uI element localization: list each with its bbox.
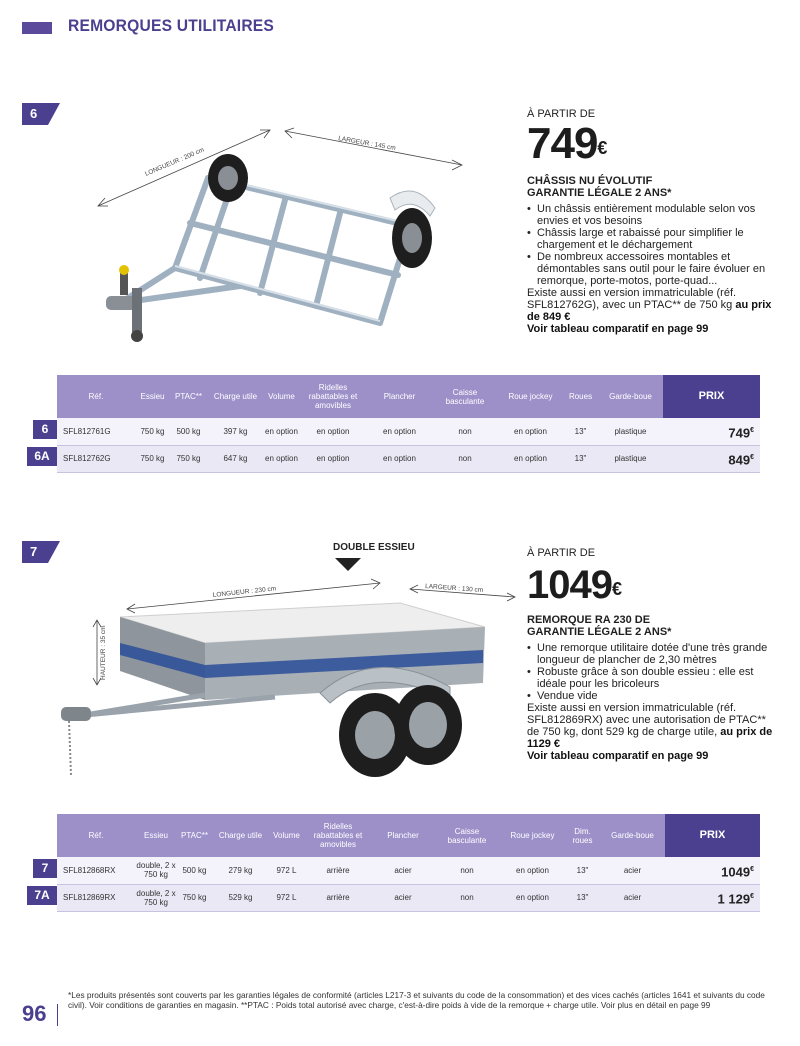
col-header: Roue jockey [500, 814, 565, 857]
product-6-description [527, 175, 777, 335]
col-header: Plancher [372, 814, 434, 857]
col-header: Charge utile [212, 814, 269, 857]
row-tag-7: 7 [33, 859, 57, 878]
chassis-width-label: LARGEUR : 145 cm [337, 135, 397, 153]
table-row: SFL812868RX double, 2 x 750 kg 500 kg 279 kg 972 L arrière acier non en option 13" acier 1049€ [57, 857, 760, 884]
product-title-line: CHÂSSIS NU ÉVOLUTIF [527, 175, 653, 187]
ra230-length-label: LONGUEUR : 230 cm [212, 585, 277, 599]
page-title: REMORQUES UTILITAIRES [68, 16, 275, 35]
col-header: PTAC** [170, 375, 207, 418]
product-guarantee-line: GARANTIE LÉGALE 2 ANS* [527, 187, 672, 199]
double-axle-badge: DOUBLE ESSIEU [333, 542, 415, 553]
from-label-6: À PARTIR DE [527, 108, 596, 120]
feature-item: • Une remorque utilitaire dotée d'une très grande longueur de plancher de 2,30 mètres [527, 642, 777, 666]
price-7: 1049€ [527, 563, 622, 607]
product-tag-6: 6 [22, 103, 48, 125]
col-header: Garde-boue [600, 814, 665, 857]
table-row: SFL812762G 750 kg 750 kg 647 kg en option en option en option non en option 13" plastique 849€ [57, 445, 760, 472]
table-row: SFL812869RX double, 2 x 750 kg 750 kg 529 kg 972 L arrière acier non en option 13" acier 1 129€ [57, 884, 760, 911]
col-header: Essieu [135, 814, 177, 857]
col-header: Dim. roues [565, 814, 600, 857]
col-header: Caisse basculante [432, 375, 498, 418]
col-header: Réf. [57, 375, 135, 418]
page-number-divider [57, 1004, 58, 1026]
product-7-description [527, 614, 777, 762]
col-header: Essieu [135, 375, 170, 418]
row-tag-6: 6 [33, 420, 57, 439]
ra230-height-label: HAUTEUR : 35 cm [100, 625, 107, 680]
row-price: 1 129€ [665, 884, 760, 911]
variant-note: Existe aussi en version immatriculable (réf. SFL812869RX) avec une autorisation de PTAC** de 750 kg, dont 529 kg de charge utile, au prix de 1129 € [527, 702, 773, 750]
product-title-line: REMORQUE RA 230 DE [527, 614, 651, 626]
product-tag-7: 7 [22, 541, 48, 563]
spec-table-6 [57, 375, 760, 473]
col-header-price: PRIX [665, 814, 760, 857]
col-header: Roues [563, 375, 598, 418]
col-header: Volume [269, 814, 304, 857]
row-tag-7a: 7A [27, 886, 57, 905]
product-guarantee-line: GARANTIE LÉGALE 2 ANS* [527, 626, 672, 638]
feature-item: • Vendue vide [527, 690, 777, 702]
table-header-row [57, 814, 760, 857]
spec-table-7 [57, 814, 760, 912]
feature-item: • Un châssis entièrement modulable selon vos envies et vos besoins [527, 203, 777, 227]
compare-link[interactable]: Voir tableau comparatif en page 99 [527, 750, 709, 762]
arrow-down-icon [335, 558, 361, 571]
feature-item: • De nombreux accessoires montables et démontables sans outil pour le faire évoluer en remorque, porte-motos, porte-quad... [527, 251, 777, 287]
table-header-row [57, 375, 760, 418]
row-price: 849€ [663, 445, 760, 472]
legal-footnote: *Les produits présentés sont couverts par les garanties légales de conformité (articles L217-3 et suivants du code de la consommation) et des vices cachés (articles 1641 et suivants du code civil). Voir conditions de garanties en magasin. **PTAC : Poids total autorisé avec charge, c'est-à-dire poids à vide de la remorque + charge utile. Voir plus en détail en page 99 [68, 990, 765, 1010]
col-header: PTAC** [177, 814, 212, 857]
row-price: 1049€ [665, 857, 760, 884]
col-header: Charge utile [207, 375, 264, 418]
variant-note: Existe aussi en version immatriculable (réf. SFL812762G), avec un PTAC** de 750 kg au prix de 849 € [527, 287, 772, 323]
col-header: Volume [264, 375, 299, 418]
feature-item: • Robuste grâce à son double essieu : elle est idéale pour les bricoleurs [527, 666, 777, 690]
col-header-price: PRIX [663, 375, 760, 418]
chassis-trailer-image [80, 118, 480, 363]
col-header: Ridelles rabattables et amovibles [299, 375, 367, 418]
col-header: Réf. [57, 814, 135, 857]
feature-list [527, 203, 777, 287]
price-6: 749€ [527, 119, 608, 168]
col-header: Ridelles rabattables et amovibles [304, 814, 372, 857]
ra230-trailer-image [55, 575, 520, 790]
col-header: Roue jockey [498, 375, 563, 418]
page-number: 96 [22, 1001, 47, 1026]
from-label-7: À PARTIR DE [527, 547, 596, 559]
col-header: Plancher [367, 375, 432, 418]
chassis-length-label: LONGUEUR : 200 cm [144, 146, 206, 178]
row-price: 749€ [663, 418, 760, 445]
col-header: Garde-boue [598, 375, 663, 418]
ra230-width-label: LARGEUR : 130 cm [424, 583, 484, 595]
col-header: Caisse basculante [434, 814, 500, 857]
row-tag-6a: 6A [27, 447, 57, 466]
compare-link[interactable]: Voir tableau comparatif en page 99 [527, 323, 709, 335]
feature-list [527, 642, 777, 702]
table-row: SFL812761G 750 kg 500 kg 397 kg en option en option en option non en option 13" plastique 749€ [57, 418, 760, 445]
feature-item: • Châssis large et rabaissé pour simplifier le chargement et le déchargement [527, 227, 777, 251]
header-accent-bar [22, 22, 52, 34]
